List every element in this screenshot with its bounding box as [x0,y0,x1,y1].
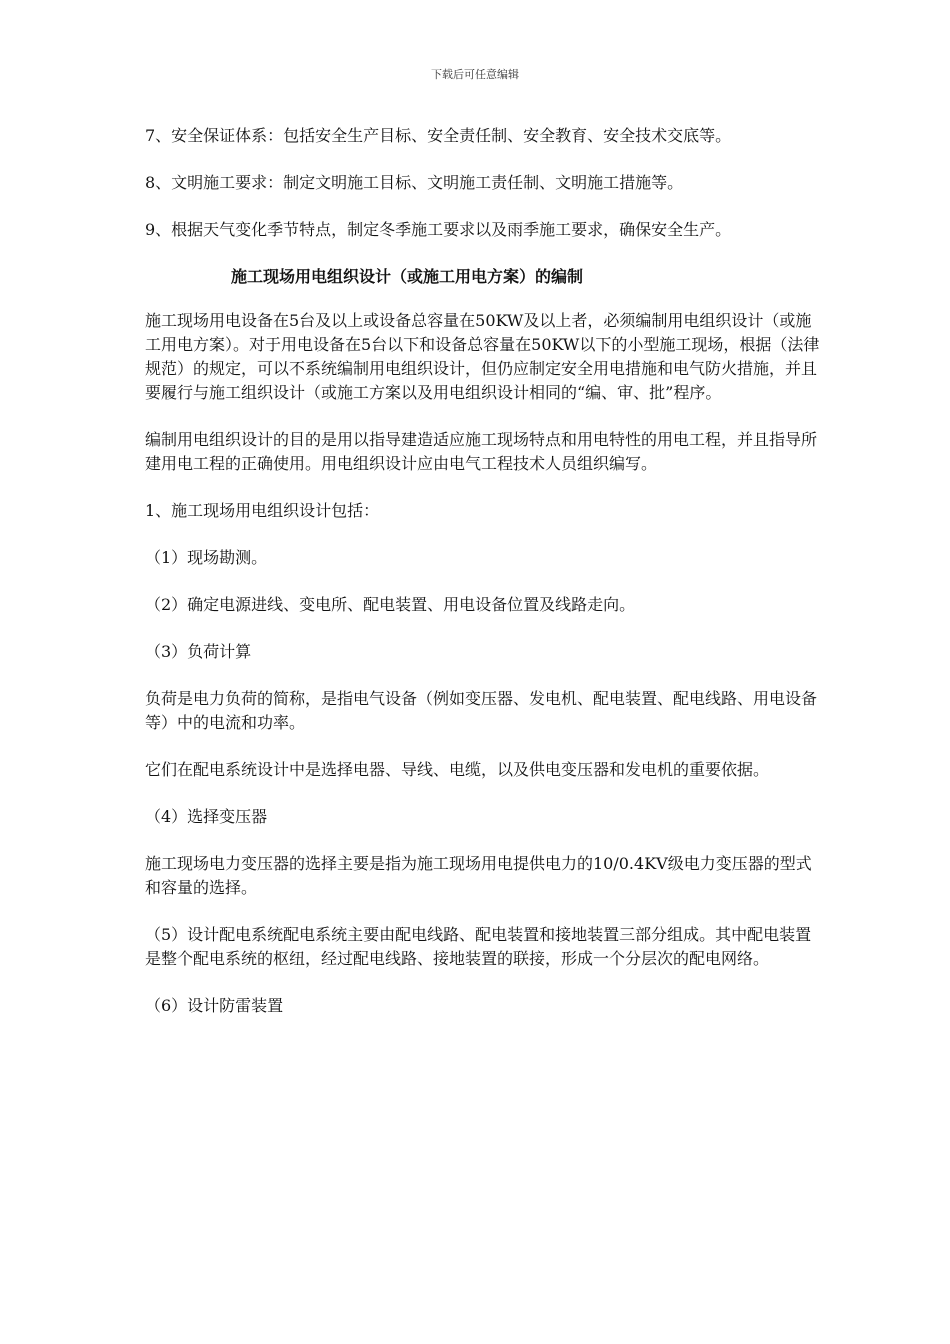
paragraph-purpose: 编制用电组织设计的目的是用以指导建造适应施工现场特点和用电特性的用电工程，并且指导所建用电工程的正确使用。用电组织设计应由电气工程技术人员组织编写。 [145,430,818,473]
paragraph-load-basis: 它们在配电系统设计中是选择电器、导线、电缆，以及供电变压器和发电机的重要依据。 [145,760,770,779]
paragraph-intro: 施工现场用电设备在5台及以上或设备总容量在50KW及以上者，必须编制用电组织设计（或施工用电方案）。对于用电设备在5台以下和设备总容量在50KW以下的小型施工现场，根据（法律规范）的规定，可以不系统编制用电组织设计，但仍应制定安全用电措施和电气防火措施，并且要履行与施工组织设计（或施工方案以及用电组织设计相同的“编、审、批”程序。 [145,311,820,402]
list-item-survey: （1）现场勘测。 [145,548,268,567]
paragraph-includes: 1、施工现场用电组织设计包括： [145,501,380,520]
list-item-distribution: （5）设计配电系统配电系统主要由配电线路、配电装置和接地装置三部分组成。其中配电装置是整个配电系统的枢纽，经过配电线路、接地装置的联接，形成一个分层次的配电网络。 [145,925,812,968]
list-item-locations: （2）确定电源进线、变电所、配电装置、用电设备位置及线路走向。 [145,595,636,614]
page-header: 下载后可任意编辑 [431,68,519,81]
list-item-load-calc: （3）负荷计算 [145,642,252,661]
section-heading: 施工现场用电组织设计（或施工用电方案）的编制 [231,267,584,286]
paragraph-load-definition: 负荷是电力负荷的简称，是指电气设备（例如变压器、发电机、配电装置、配电线路、用电设备等）中的电流和功率。 [145,689,818,732]
paragraph-item-7: 7、安全保证体系：包括安全生产目标、安全责任制、安全教育、安全技术交底等。 [145,126,732,145]
paragraph-transformer: 施工现场电力变压器的选择主要是指为施工现场用电提供电力的10/0.4KV级电力变压器的型式和容量的选择。 [145,854,812,897]
document-body [145,124,825,1041]
paragraph-item-9: 9、根据天气变化季节特点，制定冬季施工要求以及雨季施工要求，确保安全生产。 [145,220,732,239]
list-item-transformer: （4）选择变压器 [145,807,268,826]
list-item-lightning: （6）设计防雷装置 [145,996,284,1015]
paragraph-item-8: 8、文明施工要求：制定文明施工目标、文明施工责任制、文明施工措施等。 [145,173,684,192]
